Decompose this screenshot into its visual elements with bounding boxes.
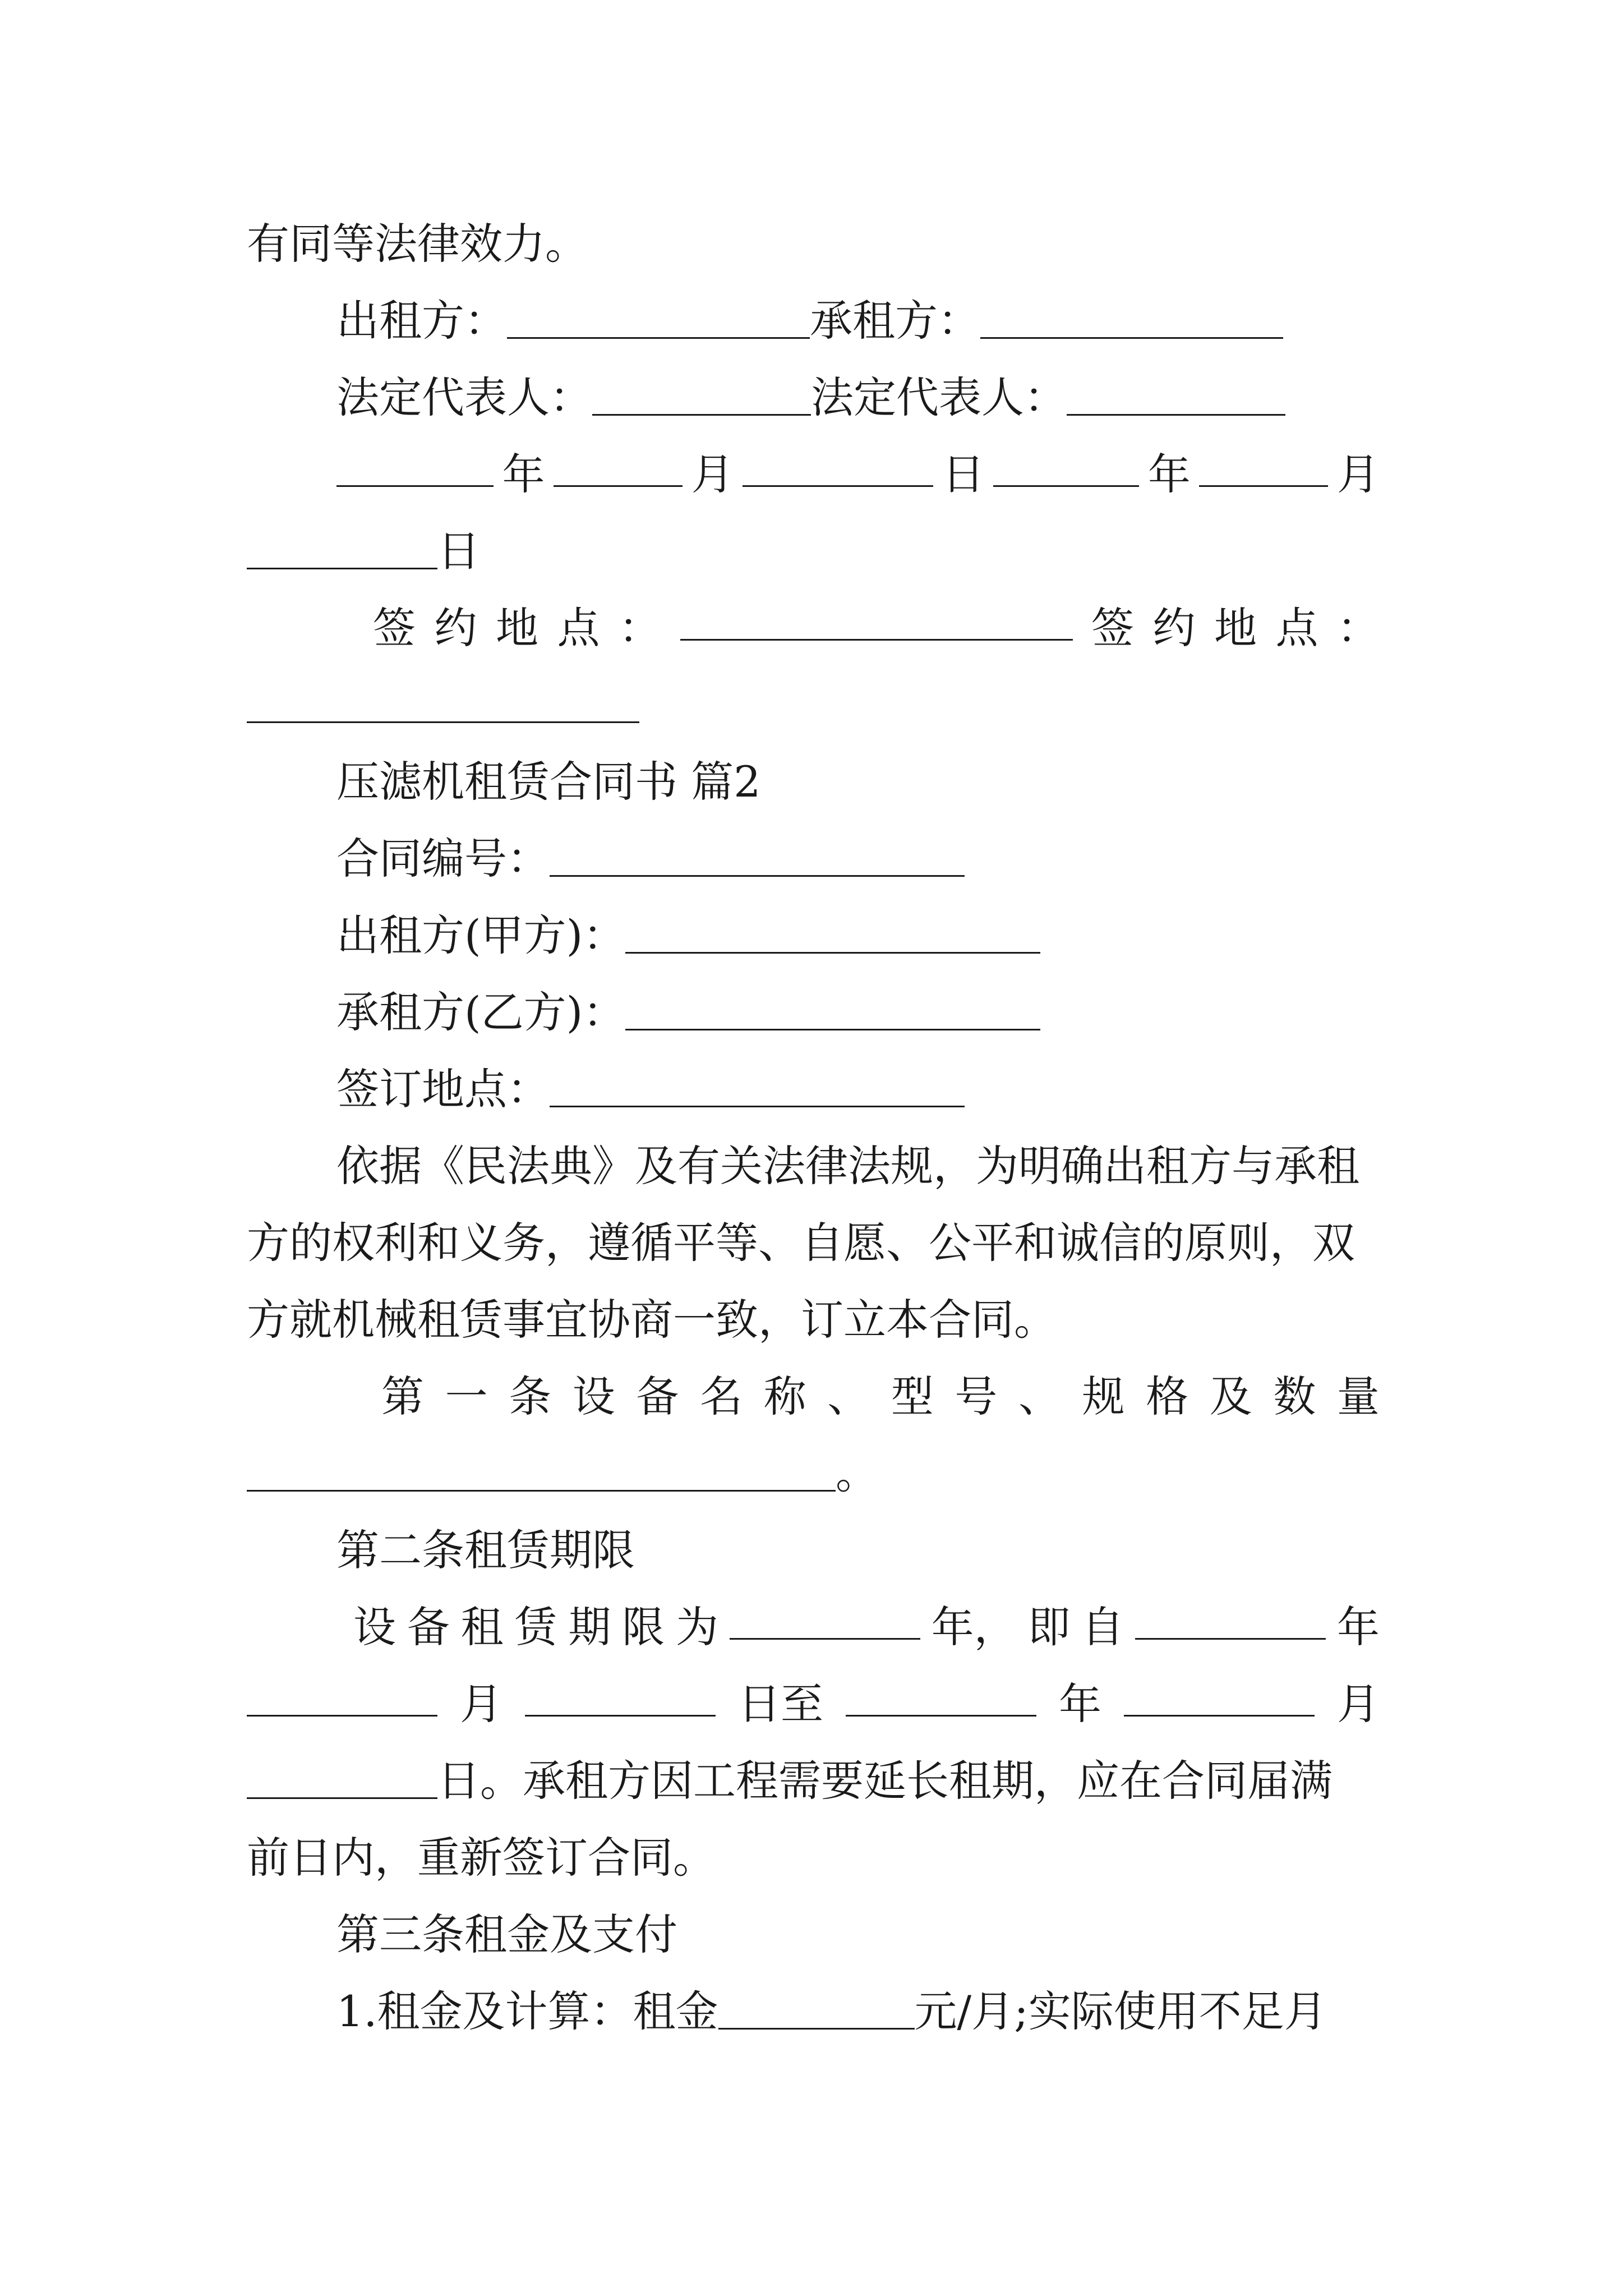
sign-place-char: 签 — [373, 603, 416, 653]
text-char: 备 — [407, 1602, 450, 1652]
article-char: 格 — [1146, 1372, 1189, 1421]
article-title: 第二条租赁期限 — [336, 1525, 635, 1575]
year-label: 年 — [502, 449, 545, 499]
sign-place-char: 点 — [557, 603, 600, 653]
section-heading: 压滤机租赁合同书 篇2 — [336, 757, 761, 807]
article-char: 数 — [1273, 1372, 1316, 1421]
years-blank — [730, 1596, 920, 1640]
text-fragment: 日至 — [738, 1679, 823, 1729]
sign-place-blank — [680, 597, 1073, 641]
sign-place-char: 地 — [1214, 603, 1257, 653]
lessee-label: 承租方： — [810, 296, 980, 346]
lessor-a-blank — [625, 910, 1040, 954]
sign-site-blank — [550, 1064, 965, 1107]
lessor-a-line — [336, 905, 1380, 967]
year-label: 年 — [1147, 449, 1191, 499]
text-char: 期 — [568, 1602, 611, 1652]
lessee-b-label: 承租方(乙方)： — [336, 987, 626, 1037]
article-char: 一 — [445, 1372, 488, 1421]
text-char: 租 — [460, 1602, 504, 1652]
article-char: 号 — [955, 1372, 998, 1421]
sign-place-char: 约 — [434, 603, 477, 653]
text-fragment: 年， — [931, 1602, 1017, 1652]
sign-place-char: ： — [619, 603, 661, 653]
rent-amount-blank — [718, 1986, 915, 2030]
year-label: 年 — [1059, 1679, 1101, 1729]
month-label: 月 — [460, 1679, 502, 1729]
legal-rep-line — [336, 367, 1380, 429]
lessor-a-label: 出租方(甲方)： — [336, 910, 626, 960]
rent-line — [336, 1981, 1380, 2042]
text-char: 设 — [353, 1602, 396, 1652]
lessor-blank — [507, 296, 810, 339]
period-mark: 。 — [836, 1448, 878, 1498]
article-title: 第三条租金及支付 — [336, 1910, 677, 1959]
text-char: 即 — [1027, 1602, 1071, 1652]
date-blank — [993, 444, 1139, 487]
sign-site-line — [336, 1059, 1380, 1120]
lessee-blank — [980, 296, 1283, 339]
article-1-blank-line — [247, 1443, 1380, 1504]
lessee-b-blank — [625, 987, 1040, 1030]
article-char: 第 — [381, 1372, 424, 1421]
date-blank — [554, 444, 683, 487]
date-blank — [247, 1673, 437, 1717]
text-char: 赁 — [514, 1602, 557, 1652]
text-fragment: 日。承租方因工程需要延长租期，应在合同届满 — [437, 1756, 1332, 1806]
article-char: 型 — [891, 1372, 934, 1421]
text-line: 有同等法律效力。 — [247, 219, 588, 269]
text-fragment: 元/月;实际使用不足月 — [914, 1986, 1327, 2036]
sign-place-char: 地 — [496, 603, 538, 653]
day-label: 日 — [437, 526, 480, 576]
legal-rep-label: 法定代表人： — [336, 372, 592, 422]
paragraph-line: 方就机械租赁事宜协商一致，订立本合同。 — [247, 1295, 1057, 1345]
paragraph-line: 前日内，重新签订合同。 — [247, 1833, 716, 1883]
text-char: 为 — [675, 1602, 718, 1652]
lessee-b-line — [336, 982, 1380, 1043]
year-label: 年 — [1336, 1602, 1380, 1652]
sign-place-char: 约 — [1152, 603, 1196, 653]
article-char: 规 — [1082, 1372, 1125, 1421]
article-char: 、 — [1018, 1372, 1061, 1421]
text-fragment: 1.租金及计算：租金 — [336, 1986, 718, 2036]
sign-place-char: ： — [1337, 603, 1380, 653]
rental-period-line — [353, 1596, 1380, 1658]
legal-rep-blank — [1067, 372, 1285, 416]
date-blank — [336, 444, 494, 487]
article-char: 设 — [572, 1372, 615, 1421]
sign-place-blank — [247, 680, 639, 723]
article-char: 称 — [763, 1372, 806, 1421]
lessor-label: 出租方： — [336, 296, 507, 346]
sign-site-label: 签订地点： — [336, 1064, 550, 1114]
article-1-line — [381, 1366, 1380, 1428]
paragraph-line: 依据《民法典》及有关法律法规，为明确出租方与承租 — [336, 1141, 1359, 1191]
date-blank — [846, 1673, 1036, 1717]
article-char: 名 — [699, 1372, 743, 1421]
sign-place-char: 签 — [1091, 603, 1134, 653]
sign-place-char: 点 — [1275, 603, 1318, 653]
article-char: 及 — [1209, 1372, 1252, 1421]
contract-no-line — [336, 828, 1380, 890]
date-blank — [1124, 1673, 1315, 1717]
date-blank — [1135, 1596, 1326, 1640]
sign-place-line — [373, 597, 1380, 659]
date-blank — [247, 526, 437, 569]
month-label: 月 — [1337, 1679, 1380, 1729]
date-blank — [1199, 444, 1328, 487]
rental-period-line — [247, 1673, 1380, 1735]
date-blank — [743, 444, 933, 487]
signatory-line — [336, 290, 1380, 352]
contract-no-label: 合同编号： — [336, 834, 550, 884]
legal-rep-blank — [592, 372, 811, 416]
text-char: 限 — [622, 1602, 665, 1652]
article-char: 条 — [509, 1372, 552, 1421]
date-blank — [525, 1673, 716, 1717]
rental-period-line — [247, 1750, 1380, 1812]
article-char: 量 — [1336, 1372, 1380, 1421]
equipment-blank — [247, 1448, 836, 1492]
date-line-cont — [247, 521, 1380, 582]
month-label: 月 — [691, 449, 734, 499]
text-char: 自 — [1081, 1602, 1124, 1652]
contract-no-blank — [550, 834, 965, 877]
date-blank — [247, 1756, 437, 1799]
sign-place-blank-line — [247, 674, 1380, 736]
month-label: 月 — [1336, 449, 1380, 499]
paragraph-line: 方的权利和义务，遵循平等、自愿、公平和诚信的原则，双 — [247, 1218, 1355, 1268]
article-char: 、 — [827, 1372, 870, 1421]
article-char: 备 — [636, 1372, 679, 1421]
day-label: 日 — [942, 449, 985, 499]
legal-rep-label: 法定代表人： — [811, 372, 1067, 422]
date-line — [336, 444, 1380, 505]
